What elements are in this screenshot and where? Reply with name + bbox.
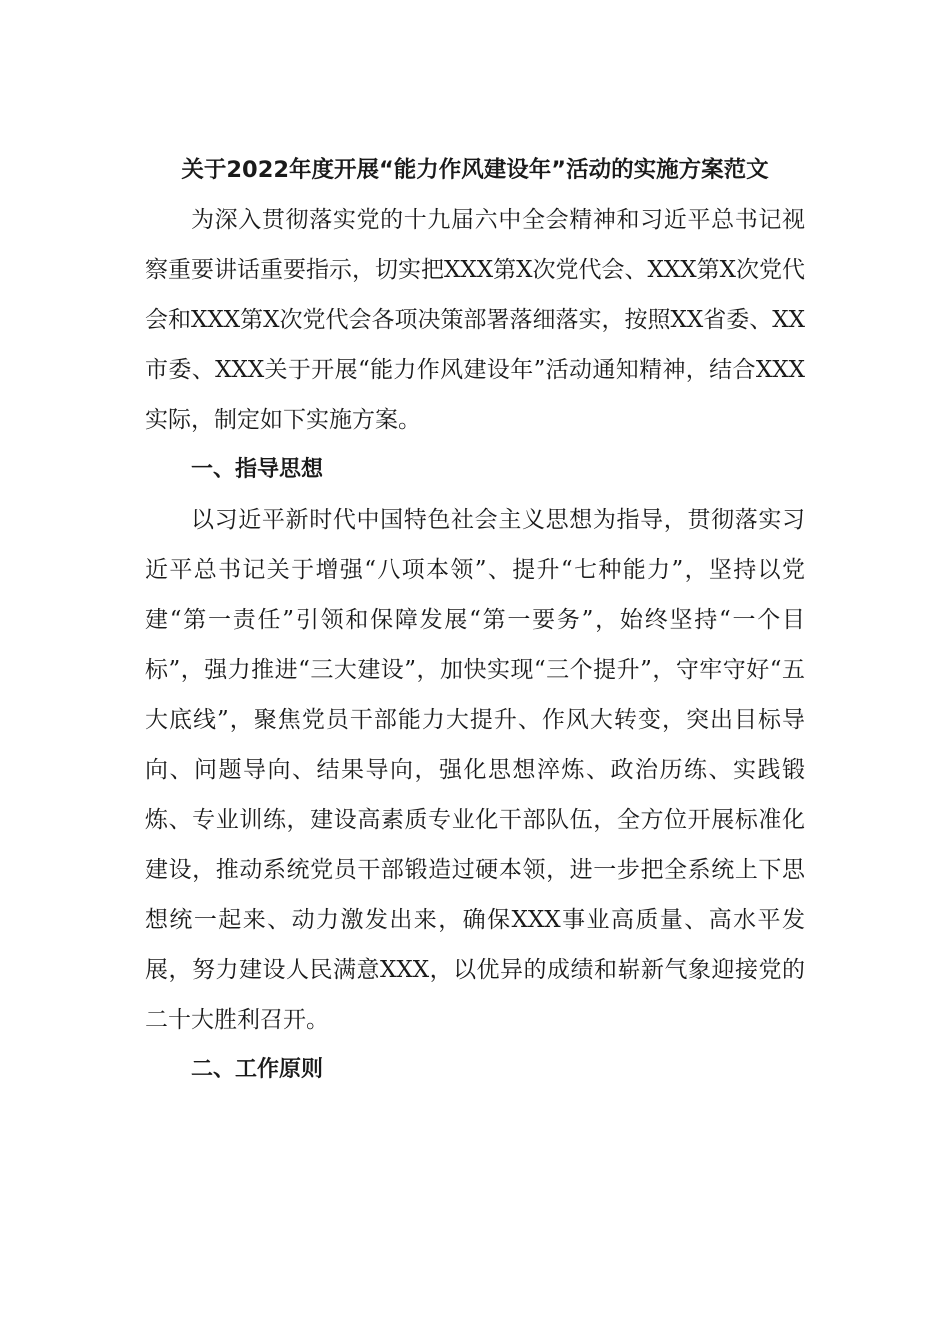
document-body	[145, 145, 805, 1095]
intro-paragraph: 为深入贯彻落实党的十九届六中全会精神和习近平总书记视察重要讲话重要指示，切实把XXX第X次党代会、XXX第X次党代会和XXX第X次党代会各项决策部署落细落实，按照XX省委、XX市委、XXX关于开展“能力作风建设年”活动通知精神，结合XXX实际，制定如下实施方案。	[145, 207, 805, 433]
document-title: 关于2022年度开展“能力作风建设年”活动的实施方案范文	[181, 157, 769, 183]
section-heading-guiding-ideology: 一、指导思想	[191, 457, 324, 482]
guiding-ideology-paragraph: 以习近平新时代中国特色社会主义思想为指导，贯彻落实习近平总书记关于增强“八项本领”、提升“七种能力”，坚持以党建“第一责任”引领和保障发展“第一要务”，始终坚持“一个目标”，强力推进“三大建设”，加快实现“三个提升”，守牢守好“五大底线”，聚焦党员干部能力大提升、作风大转变，突出目标导向、问题导向、结果导向，强化思想淬炼、政治历练、实践锻炼、专业训练，建设高素质专业化干部队伍，全方位开展标准化建设，推动系统党员干部锻造过硬本领，进一步把全系统上下思想统一起来、动力激发出来，确保XXX事业高质量、高水平发展，努力建设人民满意XXX，以优异的成绩和崭新气象迎接党的二十大胜利召开。	[145, 507, 805, 1033]
section-heading-work-principles: 二、工作原则	[191, 1057, 324, 1082]
